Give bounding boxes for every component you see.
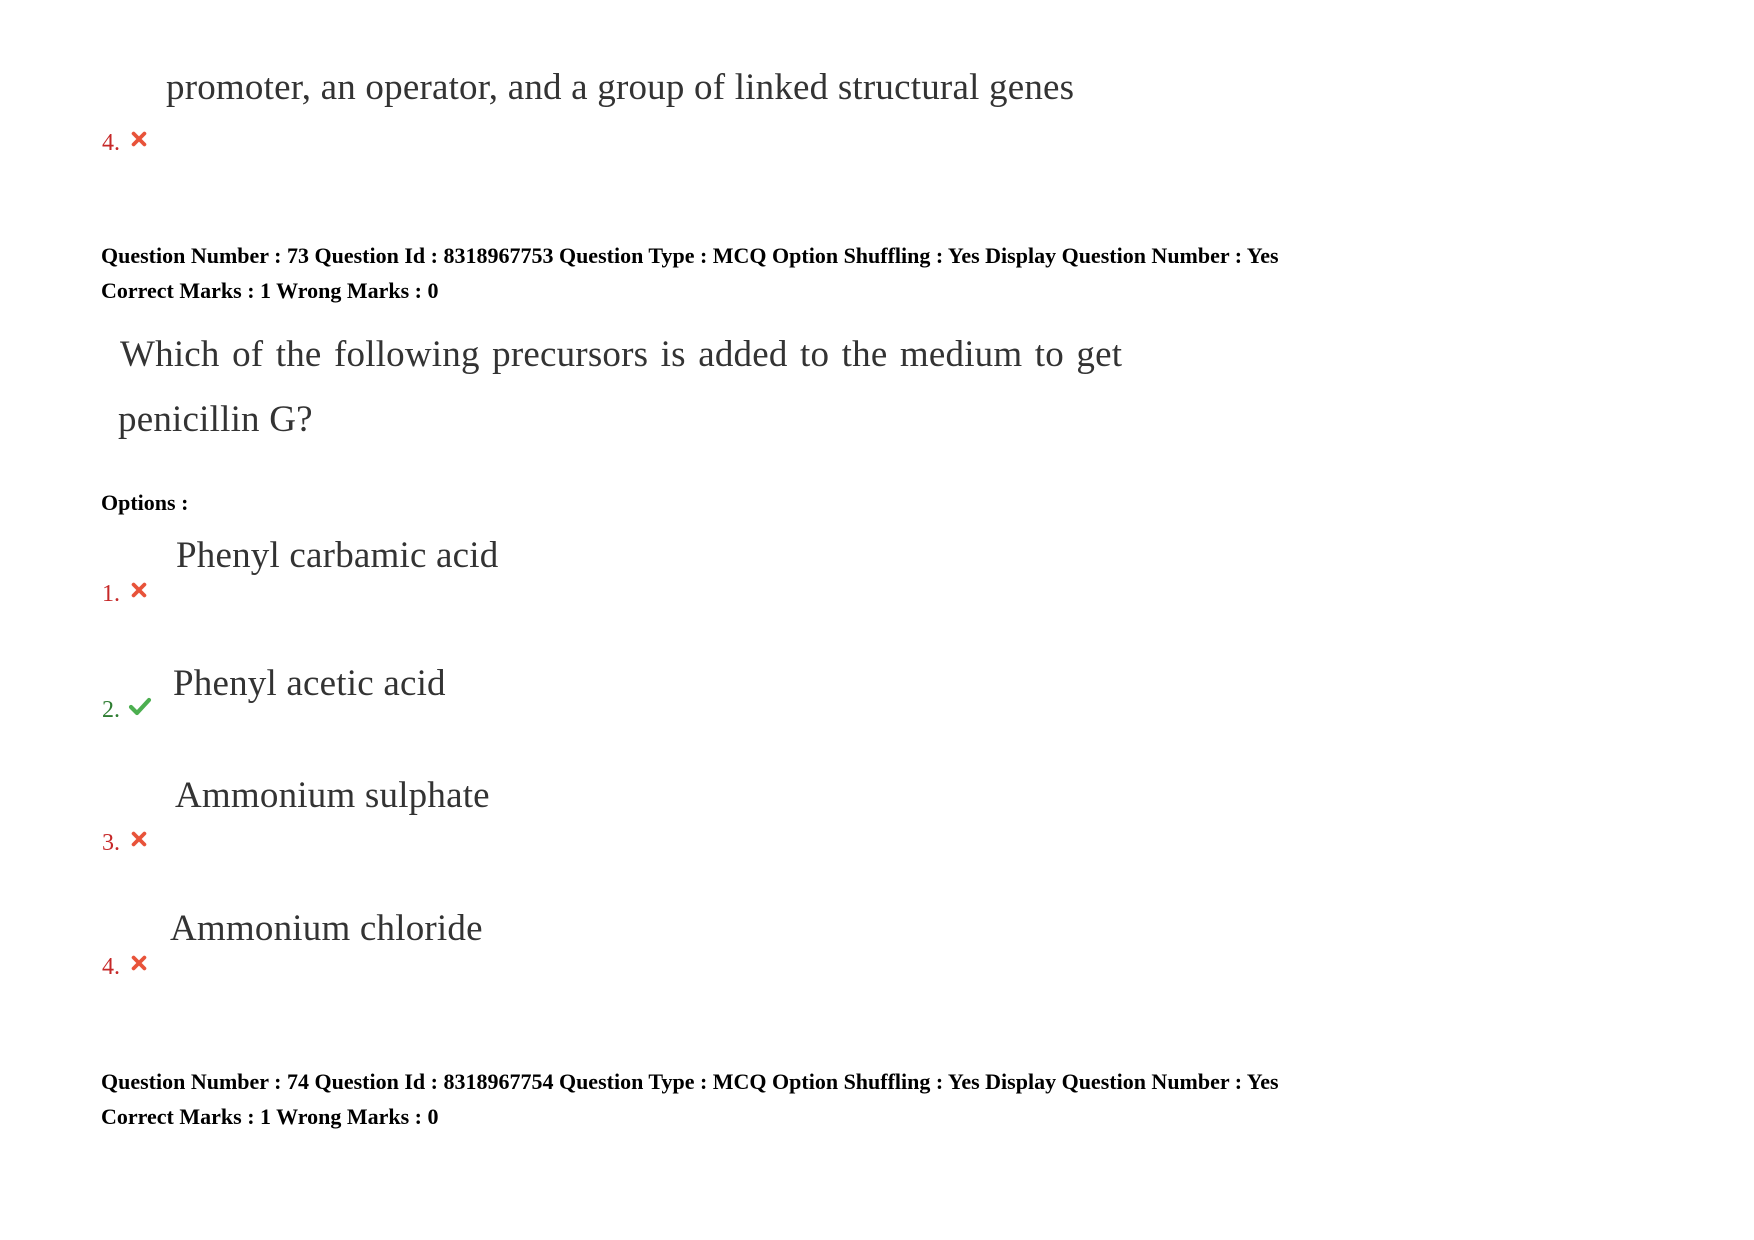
option-number: 2. bbox=[102, 697, 120, 723]
question-text-line-2: penicillin G? bbox=[118, 399, 313, 440]
check-icon bbox=[128, 696, 152, 716]
question-text-line-1: Which of the following precursors is added to the medium to get bbox=[120, 334, 1123, 375]
cross-icon bbox=[130, 954, 148, 972]
option-1-text: Phenyl carbamic acid bbox=[176, 535, 499, 576]
cross-icon bbox=[130, 581, 148, 599]
cross-icon bbox=[130, 130, 148, 148]
question-meta-line: Question Number : 73 Question Id : 8318967753 Question Type : MCQ Option Shuffling : Yes Display Question Number : Yes bbox=[101, 243, 1279, 268]
prev-option-4 bbox=[102, 130, 148, 157]
prev-option-text: promoter, an operator, and a group of linked structural genes bbox=[166, 67, 1075, 108]
question-73-meta bbox=[101, 238, 1279, 308]
cross-icon bbox=[130, 830, 148, 848]
option-4-text: Ammonium chloride bbox=[170, 908, 483, 949]
marks-line: Correct Marks : 1 Wrong Marks : 0 bbox=[101, 278, 439, 303]
option-3-marker bbox=[102, 830, 148, 857]
option-2-text: Phenyl acetic acid bbox=[173, 663, 446, 704]
option-1-marker bbox=[102, 581, 148, 608]
option-4-marker bbox=[102, 954, 148, 981]
option-number: 1. bbox=[102, 581, 120, 607]
option-number: 4. bbox=[102, 954, 120, 980]
question-74-meta bbox=[101, 1064, 1279, 1134]
options-label: Options : bbox=[101, 490, 189, 515]
option-2-marker bbox=[102, 697, 152, 724]
option-3-text: Ammonium sulphate bbox=[175, 775, 490, 816]
option-number: 3. bbox=[102, 830, 120, 856]
option-number: 4. bbox=[102, 130, 120, 156]
marks-line: Correct Marks : 1 Wrong Marks : 0 bbox=[101, 1104, 439, 1129]
question-meta-line: Question Number : 74 Question Id : 8318967754 Question Type : MCQ Option Shuffling : Yes Display Question Number : Yes bbox=[101, 1069, 1279, 1094]
